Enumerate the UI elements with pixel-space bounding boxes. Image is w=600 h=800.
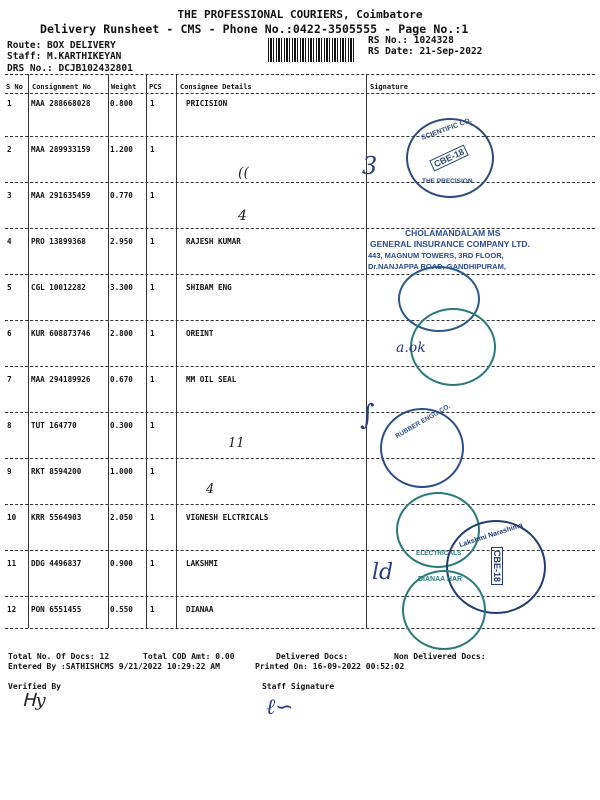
header-bottom-border — [5, 93, 595, 94]
cell-consignment: KUR 608873746 — [31, 329, 91, 338]
cell-consignment: MAA 294189926 — [31, 375, 91, 384]
cell-pcs: 1 — [150, 559, 155, 568]
cell-consignment: KRR 5564903 — [31, 513, 82, 522]
cell-weight: 1.200 — [110, 145, 133, 154]
ditto-mark: 11 — [228, 436, 245, 451]
barcode — [268, 38, 354, 62]
cell-sno: 2 — [7, 145, 12, 154]
cell-sno: 4 — [7, 237, 12, 246]
col-sno-header: S No — [6, 83, 23, 91]
cholamandalam-stamp-line3: Dr.NANJAPPA ROAD, GANDHIPURAM, — [368, 262, 506, 271]
col-consignee-header: Consignee Details — [180, 83, 252, 91]
signature-row8: ∫ — [360, 398, 375, 431]
cell-weight: 1.000 — [110, 467, 133, 476]
cell-pcs: 1 — [150, 467, 155, 476]
cell-sno: 6 — [7, 329, 12, 338]
cell-consignee: SHIBAM ENG — [186, 283, 232, 292]
row-border — [5, 504, 595, 505]
cell-consignee: VIGNESH ELCTRICALS — [186, 513, 269, 522]
cell-sno: 10 — [7, 513, 17, 522]
cell-sno: 8 — [7, 421, 12, 430]
cholamandalam-stamp-line2: 443, MAGNUM TOWERS, 3RD FLOOR, — [368, 251, 504, 260]
verified-signature: ᕼy — [22, 690, 46, 711]
cell-consignment: MAA 288668028 — [31, 99, 91, 108]
staff-label: Staff: M.KARTHIKEYAN — [7, 51, 122, 62]
cell-weight: 0.300 — [110, 421, 133, 430]
cell-pcs: 1 — [150, 99, 155, 108]
cell-pcs: 1 — [150, 145, 155, 154]
row-border — [5, 228, 595, 229]
row-border — [5, 274, 595, 275]
cell-pcs: 1 — [150, 421, 155, 430]
verified-by-label: Verified By — [8, 682, 61, 691]
cholamandalam-stamp-line1: GENERAL INSURANCE COMPANY LTD. — [370, 239, 530, 249]
column-divider — [176, 74, 177, 628]
cell-consignment: DDG 4496837 — [31, 559, 82, 568]
signature-row2: 3 — [362, 152, 378, 180]
cell-weight: 2.800 — [110, 329, 133, 338]
col-signature-header: Signature — [370, 83, 408, 91]
cell-pcs: 1 — [150, 375, 155, 384]
cell-consignment: RKT 8594200 — [31, 467, 82, 476]
cell-pcs: 1 — [150, 329, 155, 338]
col-weight-header: Weight — [111, 83, 137, 91]
cell-weight: 2.950 — [110, 237, 133, 246]
cell-consignment: PON 6551455 — [31, 605, 82, 614]
runsheet-subtitle: Delivery Runsheet - CMS - Phone No.:0422-3505555 - Page No.:1 — [40, 22, 469, 36]
cell-sno: 5 — [7, 283, 12, 292]
cell-consignee: MM OIL SEAL — [186, 375, 237, 384]
drs-number: DRS No.: DCJB102432801 — [7, 63, 133, 74]
cell-consignment: TUT 164770 — [31, 421, 77, 430]
cholamandalam-stamp-name: CHOLAMANDALAM MS — [405, 228, 501, 238]
cell-pcs: 1 — [150, 237, 155, 246]
non-delivered-docs: Non Delivered Docs: — [394, 652, 486, 661]
total-docs: Total No. Of Docs: 12 — [8, 652, 110, 661]
cell-weight: 0.900 — [110, 559, 133, 568]
row-border — [5, 412, 595, 413]
row-border — [5, 366, 595, 367]
rs-date: RS Date: 21-Sep-2022 — [368, 46, 483, 57]
cell-consignee: RAJESH KUMAR — [186, 237, 241, 246]
cell-weight: 0.550 — [110, 605, 133, 614]
cell-sno: 3 — [7, 191, 12, 200]
dianaa-stamp: DIANAA HAR — [402, 570, 486, 650]
cell-consignee: OREINT — [186, 329, 214, 338]
signature-row11: ld — [372, 560, 394, 585]
ditto-mark: (( — [238, 165, 249, 181]
column-divider — [28, 74, 29, 628]
electricals-stamp: ELECTRICALS — [396, 492, 480, 568]
row-border — [5, 136, 595, 137]
delivered-docs: Delivered Docs: — [276, 652, 349, 661]
table-bottom-border — [5, 628, 595, 629]
table-top-border — [5, 74, 595, 75]
ditto-mark: 4 — [206, 482, 215, 497]
precision-stamp: SCIENTIFIC CO. CBE-18 THE PRECISION — [406, 118, 494, 198]
total-cod-amount: Total COD Amt: 0.00 — [143, 652, 235, 661]
column-divider — [108, 74, 109, 628]
col-consignment-header: Consignment No — [32, 83, 92, 91]
col-pcs-header: PCS — [149, 83, 162, 91]
cell-consignee: PRICISION — [186, 99, 228, 108]
cell-weight: 3.300 — [110, 283, 133, 292]
cell-consignee: DIANAA — [186, 605, 214, 614]
cell-sno: 1 — [7, 99, 12, 108]
cell-consignment: CGL 10012282 — [31, 283, 86, 292]
rs-number: RS No.: 1024328 — [368, 35, 454, 46]
ditto-mark: 4 — [238, 208, 247, 224]
signature-mark: a.ok — [396, 340, 426, 356]
entered-by: Entered By :SATHISHCMS 9/21/2022 10:29:22 AM — [8, 662, 220, 671]
cell-pcs: 1 — [150, 283, 155, 292]
rubber-stamp: RUBBER ENGG CO. — [380, 408, 464, 488]
cell-pcs: 1 — [150, 191, 155, 200]
cell-consignment: MAA 289933159 — [31, 145, 91, 154]
cell-consignment: PRO 13899368 — [31, 237, 86, 246]
cell-pcs: 1 — [150, 605, 155, 614]
row-border — [5, 458, 595, 459]
cell-weight: 0.770 — [110, 191, 133, 200]
route-label: Route: BOX DELIVERY — [7, 40, 116, 51]
row-border — [5, 182, 595, 183]
cell-sno: 12 — [7, 605, 17, 614]
cell-weight: 0.800 — [110, 99, 133, 108]
cell-pcs: 1 — [150, 513, 155, 522]
staff-signature-label: Staff Signature — [262, 682, 335, 691]
cell-weight: 0.670 — [110, 375, 133, 384]
cell-sno: 7 — [7, 375, 12, 384]
row-border — [5, 320, 595, 321]
cell-sno: 11 — [7, 559, 17, 568]
lakshmi-stamp: Lakshmi Narashima CBE-18 — [446, 520, 546, 614]
staff-signature: ℓ∽ — [266, 695, 294, 720]
cell-consignee: LAKSHMI — [186, 559, 219, 568]
cell-consignment: MAA 291635459 — [31, 191, 91, 200]
cell-sno: 9 — [7, 467, 12, 476]
company-title: THE PROFESSIONAL COURIERS, Coimbatore — [177, 8, 423, 21]
printed-on: Printed On: 16-09-2022 00:52:02 — [255, 662, 405, 671]
column-divider — [146, 74, 147, 628]
cell-weight: 2.050 — [110, 513, 133, 522]
